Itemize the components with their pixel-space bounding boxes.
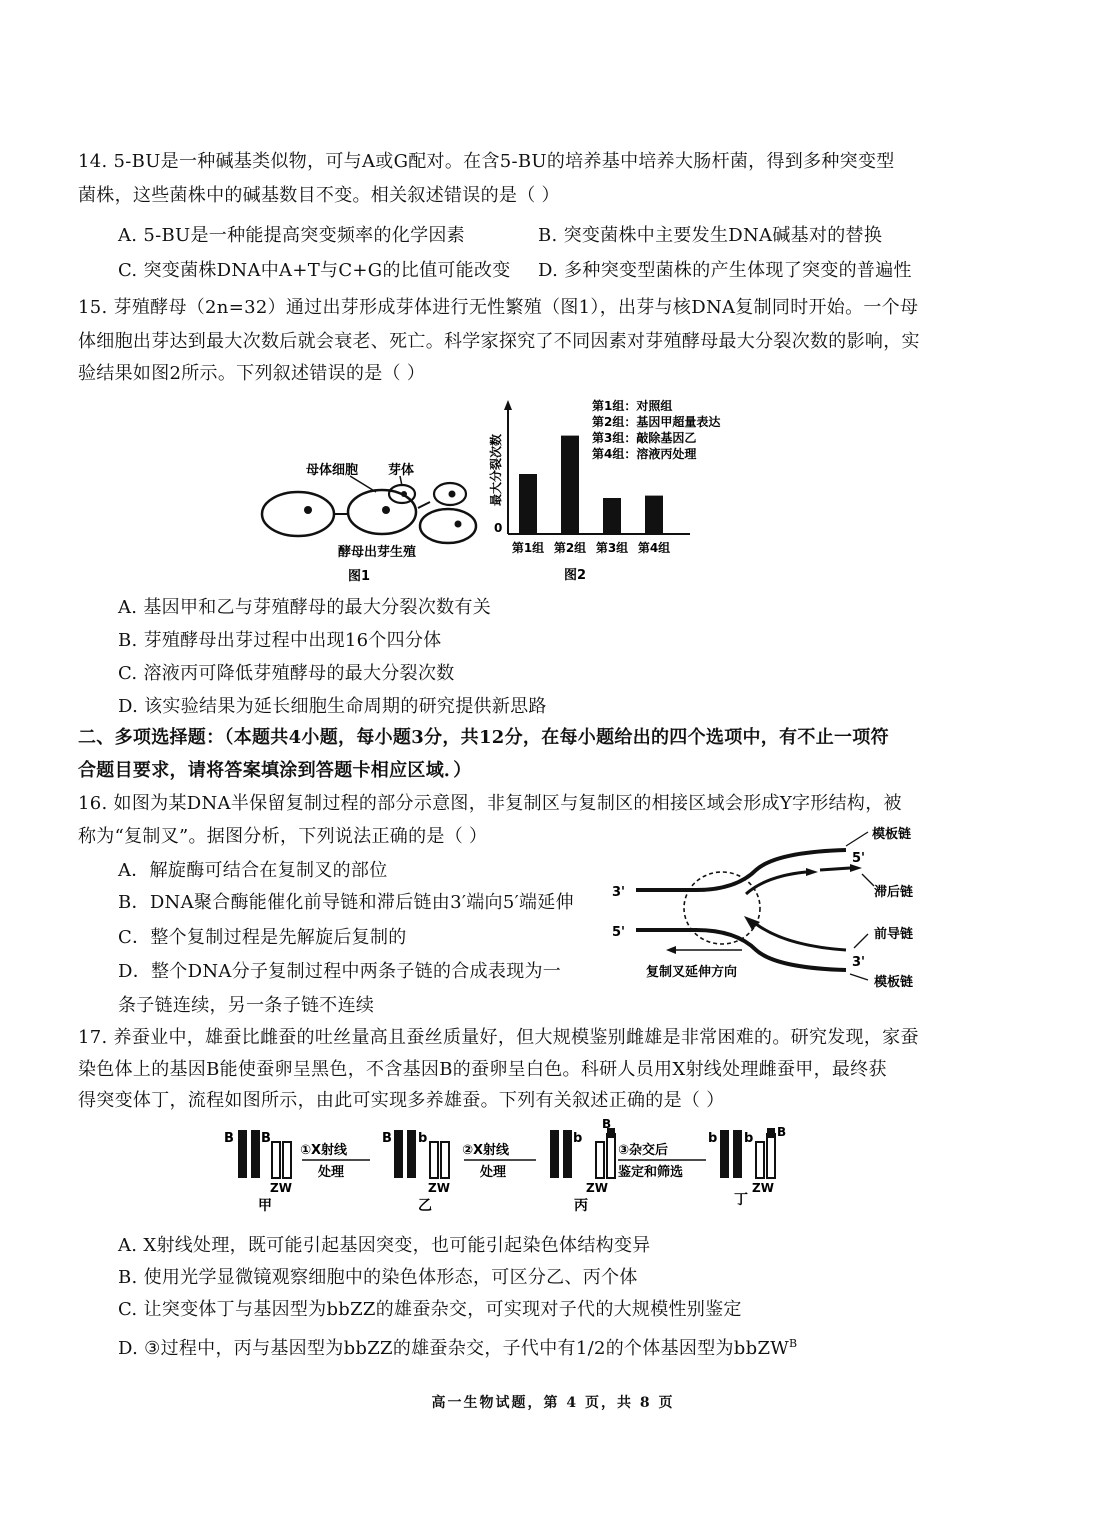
label-ding: 丁 [734, 1192, 748, 1208]
svg-text:b: b [418, 1131, 428, 1146]
svg-text:B: B [224, 1131, 234, 1146]
fig1-name: 图1 [348, 569, 371, 584]
q16-option-c: C．整个复制过程是先解旋后复制的 [118, 927, 407, 948]
svg-text:b: b [744, 1131, 754, 1146]
q15-option-c: C. 溶液丙可降低芽殖酵母的最大分裂次数 [118, 663, 455, 684]
q16-option-b: B．DNA聚合酶能催化前导链和滞后链由3′端向5′端延伸 [118, 892, 574, 913]
page-footer: 高一生物试题，第 4 页，共 8 页 [431, 1395, 675, 1411]
step1-top: ①X射线 [300, 1143, 348, 1158]
q15-option-b: B. 芽殖酵母出芽过程中出现16个四分体 [118, 630, 442, 651]
q17-option-d [118, 1330, 797, 1363]
svg-text:b: b [708, 1131, 718, 1146]
bar-1 [519, 474, 537, 534]
legend-entry-4: 第4组：溶液丙处理 [592, 447, 697, 461]
bar-2 [561, 436, 579, 534]
q17-stem-line1: 17. 养蚕业中，雄蚕比雌蚕的吐丝量高且蚕丝质量好，但大规模鉴别雌雄是非常困难的。研究发现，家蚕 [78, 1027, 919, 1048]
section2-heading-line1: 二、多项选择题：（本题共4小题，每小题3分，共12分，在每小题给出的四个选项中，有不止一项符 [78, 727, 889, 748]
figure2-bar-chart [480, 392, 760, 588]
mother-cell-center [348, 490, 416, 534]
label-leading: 前导链 [874, 927, 914, 942]
bar-3 [603, 498, 621, 534]
label-3-right: 3' [852, 955, 866, 970]
y-axis-label: 最大分裂次数 [489, 433, 503, 507]
fig1-caption: 酵母出芽生殖 [338, 545, 417, 560]
label-yi: 乙 [418, 1198, 432, 1214]
label-5-right: 5' [852, 851, 866, 866]
label-template-bottom: 模板链 [874, 975, 914, 990]
label-mother-cell: 母体细胞 [306, 463, 359, 478]
individual-ding [708, 1125, 786, 1208]
svg-text:ZW: ZW [270, 1181, 292, 1195]
step2-bottom: 处理 [480, 1165, 507, 1180]
q14-option-b: B. 突变菌株中主要发生DNA碱基对的替换 [538, 225, 883, 246]
individual-bing [550, 1118, 615, 1214]
lagging-strand-fragment-2 [820, 868, 850, 870]
replication-fork-figure [606, 818, 936, 994]
q16-option-d-line1: D．整个DNA分子复制过程中两条子链的合成表现为一 [118, 961, 562, 982]
svg-text:B: B [602, 1118, 612, 1131]
mother-cell-left [262, 492, 334, 536]
step3-top: ③杂交后 [618, 1143, 669, 1158]
q14-stem-line1: 14. 5-BU是一种碱基类似物，可与A或G配对。在含5-BU的培养基中培养大肠杆菌，得到多种突变型 [78, 151, 895, 172]
label-template-top: 模板链 [872, 827, 912, 842]
q15-option-a: A. 基因甲和乙与芽殖酵母的最大分裂次数有关 [118, 597, 492, 618]
q15-stem-line3: 验结果如图2所示。下列叙述错误的是（ ） [78, 363, 426, 384]
individual-jia [224, 1130, 292, 1214]
x-tick-label-4: 第4组 [637, 541, 671, 555]
q14-option-c: C. 突变菌株DNA中A+T与C+G的比值可能改变 [118, 260, 511, 281]
svg-text:ZW: ZW [586, 1181, 608, 1195]
label-5-left: 5' [612, 925, 626, 940]
q15-stem-line2: 体细胞出芽达到最大次数后就会衰老、死亡。科学家探究了不同因素对芽殖酵母最大分裂次数的影响，实 [78, 331, 920, 352]
y-axis-arrow [504, 400, 512, 410]
y-zero-label: 0 [494, 521, 503, 535]
svg-text:ZW: ZW [752, 1181, 774, 1195]
x-tick-label-3: 第3组 [595, 541, 629, 555]
label-bud: 芽体 [388, 463, 415, 478]
label-fork-direction: 复制叉延伸方向 [646, 965, 738, 980]
template-strand-top [636, 850, 846, 890]
label-lagging: 滞后链 [874, 885, 914, 900]
svg-text:B: B [261, 1131, 271, 1146]
fig2-name: 图2 [564, 568, 587, 583]
step1-bottom: 处理 [318, 1165, 345, 1180]
q15-stem-line1: 15. 芽殖酵母（2n=32）通过出芽形成芽体进行无性繁殖（图1），出芽与核DNA复制同时开始。一个母 [78, 297, 919, 318]
q14-option-d: D. 多种突变型菌株的产生体现了突变的普遍性 [538, 260, 912, 281]
svg-text:ZW: ZW [428, 1181, 450, 1195]
q17-option-d-text: D. ③过程中，丙与基因型为bbZZ的雄蚕杂交，子代中有1/2的个体基因型为bbZW [118, 1338, 790, 1359]
q16-option-d-line2: 条子链连续，另一条子链不连续 [118, 995, 375, 1016]
daughter-cell [420, 509, 476, 543]
x-tick-label-1: 第1组 [511, 541, 545, 555]
q17-option-b: B. 使用光学显微镜观察细胞中的染色体形态，可区分乙、丙个体 [118, 1267, 638, 1288]
q17-option-a: A. X射线处理，既可能引起基因突变，也可能引起染色体结构变异 [118, 1235, 651, 1256]
legend-entry-1: 第1组：对照组 [592, 399, 673, 413]
bar-4 [645, 496, 663, 534]
q17-stem-line2: 染色体上的基因B能使蚕卵呈黑色，不含基因B的蚕卵呈白色。科研人员用X射线处理雌蚕甲，最终获 [78, 1059, 887, 1080]
q17-stem-line3: 得突变体丁，流程如图所示，由此可实现多养雄蚕。下列有关叙述正确的是（ ） [78, 1090, 725, 1111]
silkworm-flow-figure [218, 1118, 798, 1218]
legend-entry-3: 第3组：敲除基因乙 [592, 431, 697, 445]
leading-strand [756, 924, 846, 950]
q17-option-d-superscript: B [789, 1337, 798, 1350]
svg-text:B: B [382, 1131, 392, 1146]
svg-text:b: b [573, 1131, 583, 1146]
label-bing: 丙 [574, 1198, 588, 1214]
legend [592, 398, 720, 461]
q15-option-d: D. 该实验结果为延长细胞生命周期的研究提供新思路 [118, 696, 547, 717]
x-tick-label-2: 第2组 [553, 541, 587, 555]
legend-entry-2: 第2组：基因甲超量表达 [592, 415, 721, 429]
step2-top: ②X射线 [462, 1143, 510, 1158]
label-jia: 甲 [258, 1198, 272, 1214]
section2-heading-line2: 合题目要求，请将答案填涂到答题卡相应区域．） [78, 760, 472, 781]
q16-stem-line2: 称为“复制叉”。据图分析，下列说法正确的是（ ） [78, 826, 488, 847]
step3-bottom: 鉴定和筛选 [618, 1165, 684, 1180]
q14-stem-line2: 菌株，这些菌株中的碱基数目不变。相关叙述错误的是（ ） [78, 185, 560, 206]
x-labels-group [512, 540, 670, 555]
svg-text:B: B [777, 1125, 787, 1139]
q16-stem-line1: 16. 如图为某DNA半保留复制过程的部分示意图，非复制区与复制区的相接区域会形成Y字形结构，被 [78, 793, 902, 814]
q17-option-c: C. 让突变体丁与基因型为bbZZ的雄蚕杂交，可实现对子代的大规模性别鉴定 [118, 1299, 742, 1320]
figure1-yeast-budding [250, 450, 490, 590]
q16-option-a: A．解旋酶可结合在复制叉的部位 [118, 860, 388, 881]
label-3-left: 3' [612, 885, 626, 900]
individual-yi [382, 1130, 450, 1214]
q14-option-a: A. 5-BU是一种能提高突变频率的化学因素 [118, 225, 465, 246]
